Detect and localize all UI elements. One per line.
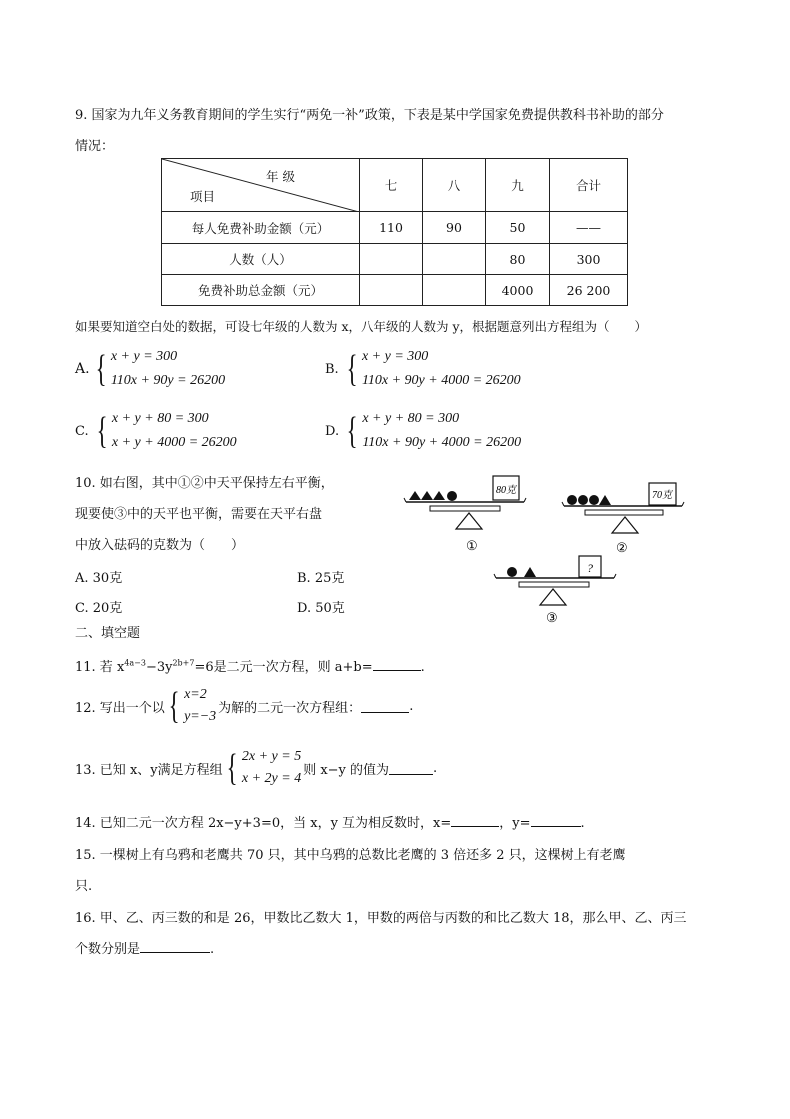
balance-scale-1 (404, 476, 526, 529)
option-b[interactable]: B. { x + y = 300 110x + 90y + 4000 = 26200 (325, 348, 521, 390)
col-header: 合计 (550, 159, 628, 212)
answer-blank[interactable] (140, 940, 210, 953)
subsidy-table (161, 158, 628, 306)
header-item-label: 项目 (190, 189, 216, 204)
q15-line2: 只. (75, 879, 93, 894)
q10-option-a[interactable]: A. 30克 (75, 571, 123, 586)
cell (360, 244, 423, 275)
cell: 50 (486, 212, 550, 244)
col-header: 八 (423, 159, 486, 212)
q14: 14. 已知二元一次方程 2x−y+3=0，当 x，y 互为相反数时，x= ，y= . (75, 816, 585, 831)
scale3-weight: ? (587, 561, 593, 575)
scale2-label: ② (616, 541, 628, 556)
balance-scale-3 (494, 556, 616, 605)
col-header: 七 (360, 159, 423, 212)
option-c[interactable]: C. { x + y + 80 = 300 x + y + 4000 = 26200 (75, 410, 237, 452)
brace-icon: { (95, 348, 107, 390)
brace-icon: { (168, 685, 180, 727)
q10-option-b[interactable]: B. 25克 (297, 571, 345, 586)
cell: 90 (423, 212, 486, 244)
row-label: 每人免费补助金额（元） (162, 212, 360, 244)
q10-line1: 10. 如右图，其中①②中天平保持左右平衡， (75, 476, 334, 491)
q9-stem-line1: 9. 国家为九年义务教育期间的学生实行“两免一补”政策，下表是某中学国家免费提供教科书补助的部分 (75, 108, 664, 123)
cell: 300 (550, 244, 628, 275)
col-header: 九 (486, 159, 550, 212)
scale3-label: ③ (546, 611, 558, 626)
cell (423, 275, 486, 306)
cell: 80 (486, 244, 550, 275)
section-title: 二、填空题 (75, 626, 141, 641)
answer-blank[interactable] (389, 762, 433, 775)
answer-blank-x[interactable] (451, 814, 499, 827)
table-row (162, 275, 628, 306)
answer-blank-y[interactable] (531, 814, 581, 827)
cell (360, 275, 423, 306)
q13: 13. 已知 x、y满足方程组 { 2x + y = 5 x + 2y = 4 则 x−y 的值为 . (75, 747, 438, 789)
cell: 4000 (486, 275, 550, 306)
cell: 26 200 (550, 275, 628, 306)
q9-stem-line2: 情况： (75, 139, 115, 154)
option-d[interactable]: D. { x + y + 80 = 300 110x + 90y + 4000 = 26200 (325, 410, 522, 452)
header-grade-label: 年 级 (266, 169, 295, 184)
answer-blank[interactable] (361, 700, 409, 713)
cell (423, 244, 486, 275)
answer-blank[interactable] (373, 658, 421, 671)
table-header-diagonal (162, 159, 360, 212)
q10-option-d[interactable]: D. 50克 (297, 601, 345, 616)
cell: 110 (360, 212, 423, 244)
brace-icon: { (96, 410, 108, 452)
q10-line3: 中放入砝码的克数为（ ） (75, 538, 245, 553)
q12: 12. 写出一个以 { x=2 y=−3 为解的二元一次方程组： . (75, 685, 414, 727)
balance-figure (400, 474, 700, 626)
row-label: 免费补助总金额（元） (162, 275, 360, 306)
q15-line1: 15. 一棵树上有乌鸦和老鹰共 70 只，其中乌鸦的总数比老鹰的 3 倍还多 2 只，这棵树上有老鹰 (75, 848, 626, 863)
scale1-weight: 80克 (496, 485, 516, 496)
cell: —— (550, 212, 628, 244)
q9-prompt: 如果要知道空白处的数据，可设七年级的人数为 x，八年级的人数为 y，根据题意列出方程组为（ ） (75, 319, 648, 334)
brace-icon: { (346, 410, 358, 452)
table-row (162, 212, 628, 244)
option-a[interactable]: A. { x + y = 300 110x + 90y = 26200 (75, 348, 226, 390)
brace-icon: { (226, 747, 238, 789)
row-label: 人数（人） (162, 244, 360, 275)
q10-option-c[interactable]: C. 20克 (75, 601, 123, 616)
table-row (162, 244, 628, 275)
brace-icon: { (346, 348, 358, 390)
q11: 11. 若 $x^{4a-3}-3y^{2b+7}=6$是二元一次方程，则 a+b= . (75, 658, 425, 675)
scale2-weight: 70克 (652, 490, 672, 501)
q16: 个数分别是 . (75, 942, 215, 957)
q10-line2: 现要使③中的天平也平衡，需要在天平右盘 (75, 507, 323, 522)
scale1-label: ① (466, 539, 478, 554)
q16-line1: 16. 甲、乙、丙三数的和是 26，甲数比乙数大 1，甲数的两倍与丙数的和比乙数大 18，那么甲、乙、丙三 (75, 911, 687, 926)
